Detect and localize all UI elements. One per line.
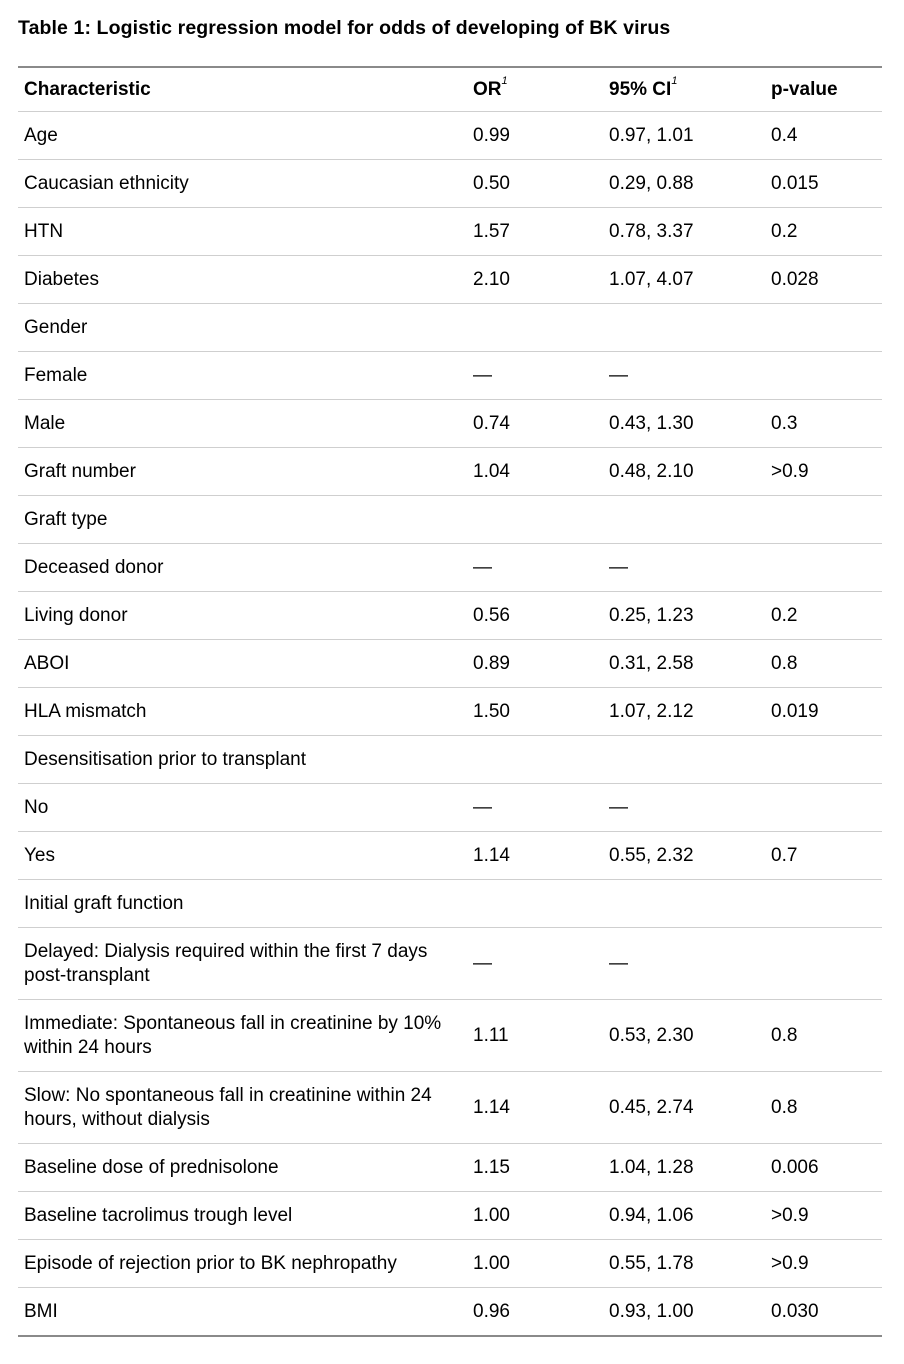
cell-p-value: 0.2	[765, 592, 882, 640]
cell-odds-ratio	[467, 496, 603, 544]
cell-odds-ratio: 0.89	[467, 640, 603, 688]
cell-confidence-interval: 0.78, 3.37	[603, 208, 765, 256]
cell-p-value	[765, 784, 882, 832]
cell-characteristic: No	[18, 784, 467, 832]
cell-odds-ratio	[467, 304, 603, 352]
table-row	[18, 784, 882, 832]
cell-characteristic: HLA mismatch	[18, 688, 467, 736]
regression-table	[18, 66, 882, 1337]
cell-characteristic: Caucasian ethnicity	[18, 160, 467, 208]
cell-odds-ratio: 0.96	[467, 1288, 603, 1337]
cell-characteristic: Graft number	[18, 448, 467, 496]
table-row	[18, 256, 882, 304]
cell-characteristic: Baseline dose of prednisolone	[18, 1144, 467, 1192]
cell-odds-ratio: —	[467, 544, 603, 592]
header-or-footnote: 1	[501, 74, 508, 87]
cell-characteristic: Deceased donor	[18, 544, 467, 592]
cell-confidence-interval	[603, 304, 765, 352]
table-row	[18, 160, 882, 208]
header-or-label: OR	[473, 78, 502, 100]
cell-odds-ratio: —	[467, 352, 603, 400]
cell-odds-ratio: 0.50	[467, 160, 603, 208]
cell-p-value	[765, 544, 882, 592]
table-row	[18, 1288, 882, 1337]
header-ci-footnote: 1	[671, 74, 678, 87]
cell-confidence-interval: 1.04, 1.28	[603, 1144, 765, 1192]
cell-confidence-interval: 0.93, 1.00	[603, 1288, 765, 1337]
table-title: Table 1: Logistic regression model for odds of developing of BK virus	[18, 17, 671, 39]
cell-p-value: 0.2	[765, 208, 882, 256]
cell-confidence-interval	[603, 880, 765, 928]
table-row	[18, 1144, 882, 1192]
table-body	[18, 112, 882, 1337]
table-row	[18, 688, 882, 736]
table-row	[18, 496, 882, 544]
cell-confidence-interval	[603, 496, 765, 544]
header-p-value: p-value	[765, 67, 882, 112]
cell-characteristic: Delayed: Dialysis required within the first 7 days post-transplant	[18, 928, 467, 1000]
cell-p-value: 0.006	[765, 1144, 882, 1192]
cell-characteristic: Desensitisation prior to transplant	[18, 736, 467, 784]
cell-p-value	[765, 352, 882, 400]
table-row	[18, 1000, 882, 1072]
cell-p-value: 0.8	[765, 1000, 882, 1072]
cell-p-value: 0.019	[765, 688, 882, 736]
cell-p-value	[765, 736, 882, 784]
header-characteristic: Characteristic	[18, 67, 467, 112]
table-row	[18, 1072, 882, 1144]
table-row	[18, 592, 882, 640]
cell-odds-ratio: —	[467, 784, 603, 832]
table-row	[18, 400, 882, 448]
table-row	[18, 928, 882, 1000]
cell-characteristic: Living donor	[18, 592, 467, 640]
cell-p-value: 0.015	[765, 160, 882, 208]
cell-characteristic: Gender	[18, 304, 467, 352]
cell-p-value: 0.4	[765, 112, 882, 160]
header-ci	[603, 67, 765, 112]
cell-confidence-interval: 0.55, 2.32	[603, 832, 765, 880]
cell-confidence-interval: 0.29, 0.88	[603, 160, 765, 208]
table-row	[18, 208, 882, 256]
cell-confidence-interval: 0.45, 2.74	[603, 1072, 765, 1144]
cell-characteristic: BMI	[18, 1288, 467, 1337]
cell-odds-ratio: 1.14	[467, 1072, 603, 1144]
cell-p-value	[765, 880, 882, 928]
cell-p-value	[765, 304, 882, 352]
cell-confidence-interval: 1.07, 4.07	[603, 256, 765, 304]
cell-odds-ratio: 1.57	[467, 208, 603, 256]
cell-p-value	[765, 928, 882, 1000]
cell-odds-ratio: 2.10	[467, 256, 603, 304]
cell-odds-ratio: 0.74	[467, 400, 603, 448]
cell-characteristic: Male	[18, 400, 467, 448]
cell-odds-ratio	[467, 880, 603, 928]
table-header-row	[18, 67, 882, 112]
table-row	[18, 544, 882, 592]
cell-characteristic: Yes	[18, 832, 467, 880]
cell-odds-ratio: —	[467, 928, 603, 1000]
table-row	[18, 1192, 882, 1240]
cell-characteristic: Initial graft function	[18, 880, 467, 928]
table-row	[18, 640, 882, 688]
cell-confidence-interval: 0.94, 1.06	[603, 1192, 765, 1240]
cell-p-value: >0.9	[765, 1192, 882, 1240]
cell-p-value: >0.9	[765, 448, 882, 496]
table-row	[18, 736, 882, 784]
table-row	[18, 352, 882, 400]
cell-odds-ratio	[467, 736, 603, 784]
table-row	[18, 880, 882, 928]
cell-odds-ratio: 1.04	[467, 448, 603, 496]
cell-p-value: 0.7	[765, 832, 882, 880]
table-row	[18, 448, 882, 496]
cell-characteristic: Diabetes	[18, 256, 467, 304]
cell-p-value: 0.8	[765, 1072, 882, 1144]
cell-p-value: 0.028	[765, 256, 882, 304]
cell-characteristic: Immediate: Spontaneous fall in creatinine by 10% within 24 hours	[18, 1000, 467, 1072]
cell-confidence-interval: —	[603, 928, 765, 1000]
cell-characteristic: ABOI	[18, 640, 467, 688]
cell-confidence-interval: 0.25, 1.23	[603, 592, 765, 640]
cell-characteristic: Graft type	[18, 496, 467, 544]
cell-characteristic: Female	[18, 352, 467, 400]
table-row	[18, 304, 882, 352]
cell-confidence-interval: —	[603, 544, 765, 592]
cell-odds-ratio: 1.00	[467, 1192, 603, 1240]
cell-characteristic: HTN	[18, 208, 467, 256]
cell-odds-ratio: 0.56	[467, 592, 603, 640]
table-row	[18, 832, 882, 880]
header-ci-label: 95% CI	[609, 78, 672, 100]
cell-confidence-interval: —	[603, 784, 765, 832]
cell-p-value: 0.3	[765, 400, 882, 448]
cell-p-value: >0.9	[765, 1240, 882, 1288]
cell-characteristic: Age	[18, 112, 467, 160]
cell-confidence-interval: 0.43, 1.30	[603, 400, 765, 448]
cell-confidence-interval: 0.31, 2.58	[603, 640, 765, 688]
cell-p-value: 0.030	[765, 1288, 882, 1337]
cell-odds-ratio: 1.15	[467, 1144, 603, 1192]
cell-confidence-interval: 1.07, 2.12	[603, 688, 765, 736]
cell-p-value: 0.8	[765, 640, 882, 688]
cell-characteristic: Baseline tacrolimus trough level	[18, 1192, 467, 1240]
cell-odds-ratio: 1.50	[467, 688, 603, 736]
cell-confidence-interval: 0.53, 2.30	[603, 1000, 765, 1072]
cell-odds-ratio: 1.11	[467, 1000, 603, 1072]
cell-confidence-interval: 0.55, 1.78	[603, 1240, 765, 1288]
cell-odds-ratio: 1.14	[467, 832, 603, 880]
header-or	[467, 67, 603, 112]
cell-odds-ratio: 1.00	[467, 1240, 603, 1288]
cell-characteristic: Episode of rejection prior to BK nephropathy	[18, 1240, 467, 1288]
cell-confidence-interval	[603, 736, 765, 784]
cell-p-value	[765, 496, 882, 544]
cell-confidence-interval: 0.48, 2.10	[603, 448, 765, 496]
cell-confidence-interval: 0.97, 1.01	[603, 112, 765, 160]
table-row	[18, 1240, 882, 1288]
cell-confidence-interval: —	[603, 352, 765, 400]
cell-odds-ratio: 0.99	[467, 112, 603, 160]
table-row	[18, 112, 882, 160]
cell-characteristic: Slow: No spontaneous fall in creatinine within 24 hours, without dialysis	[18, 1072, 467, 1144]
